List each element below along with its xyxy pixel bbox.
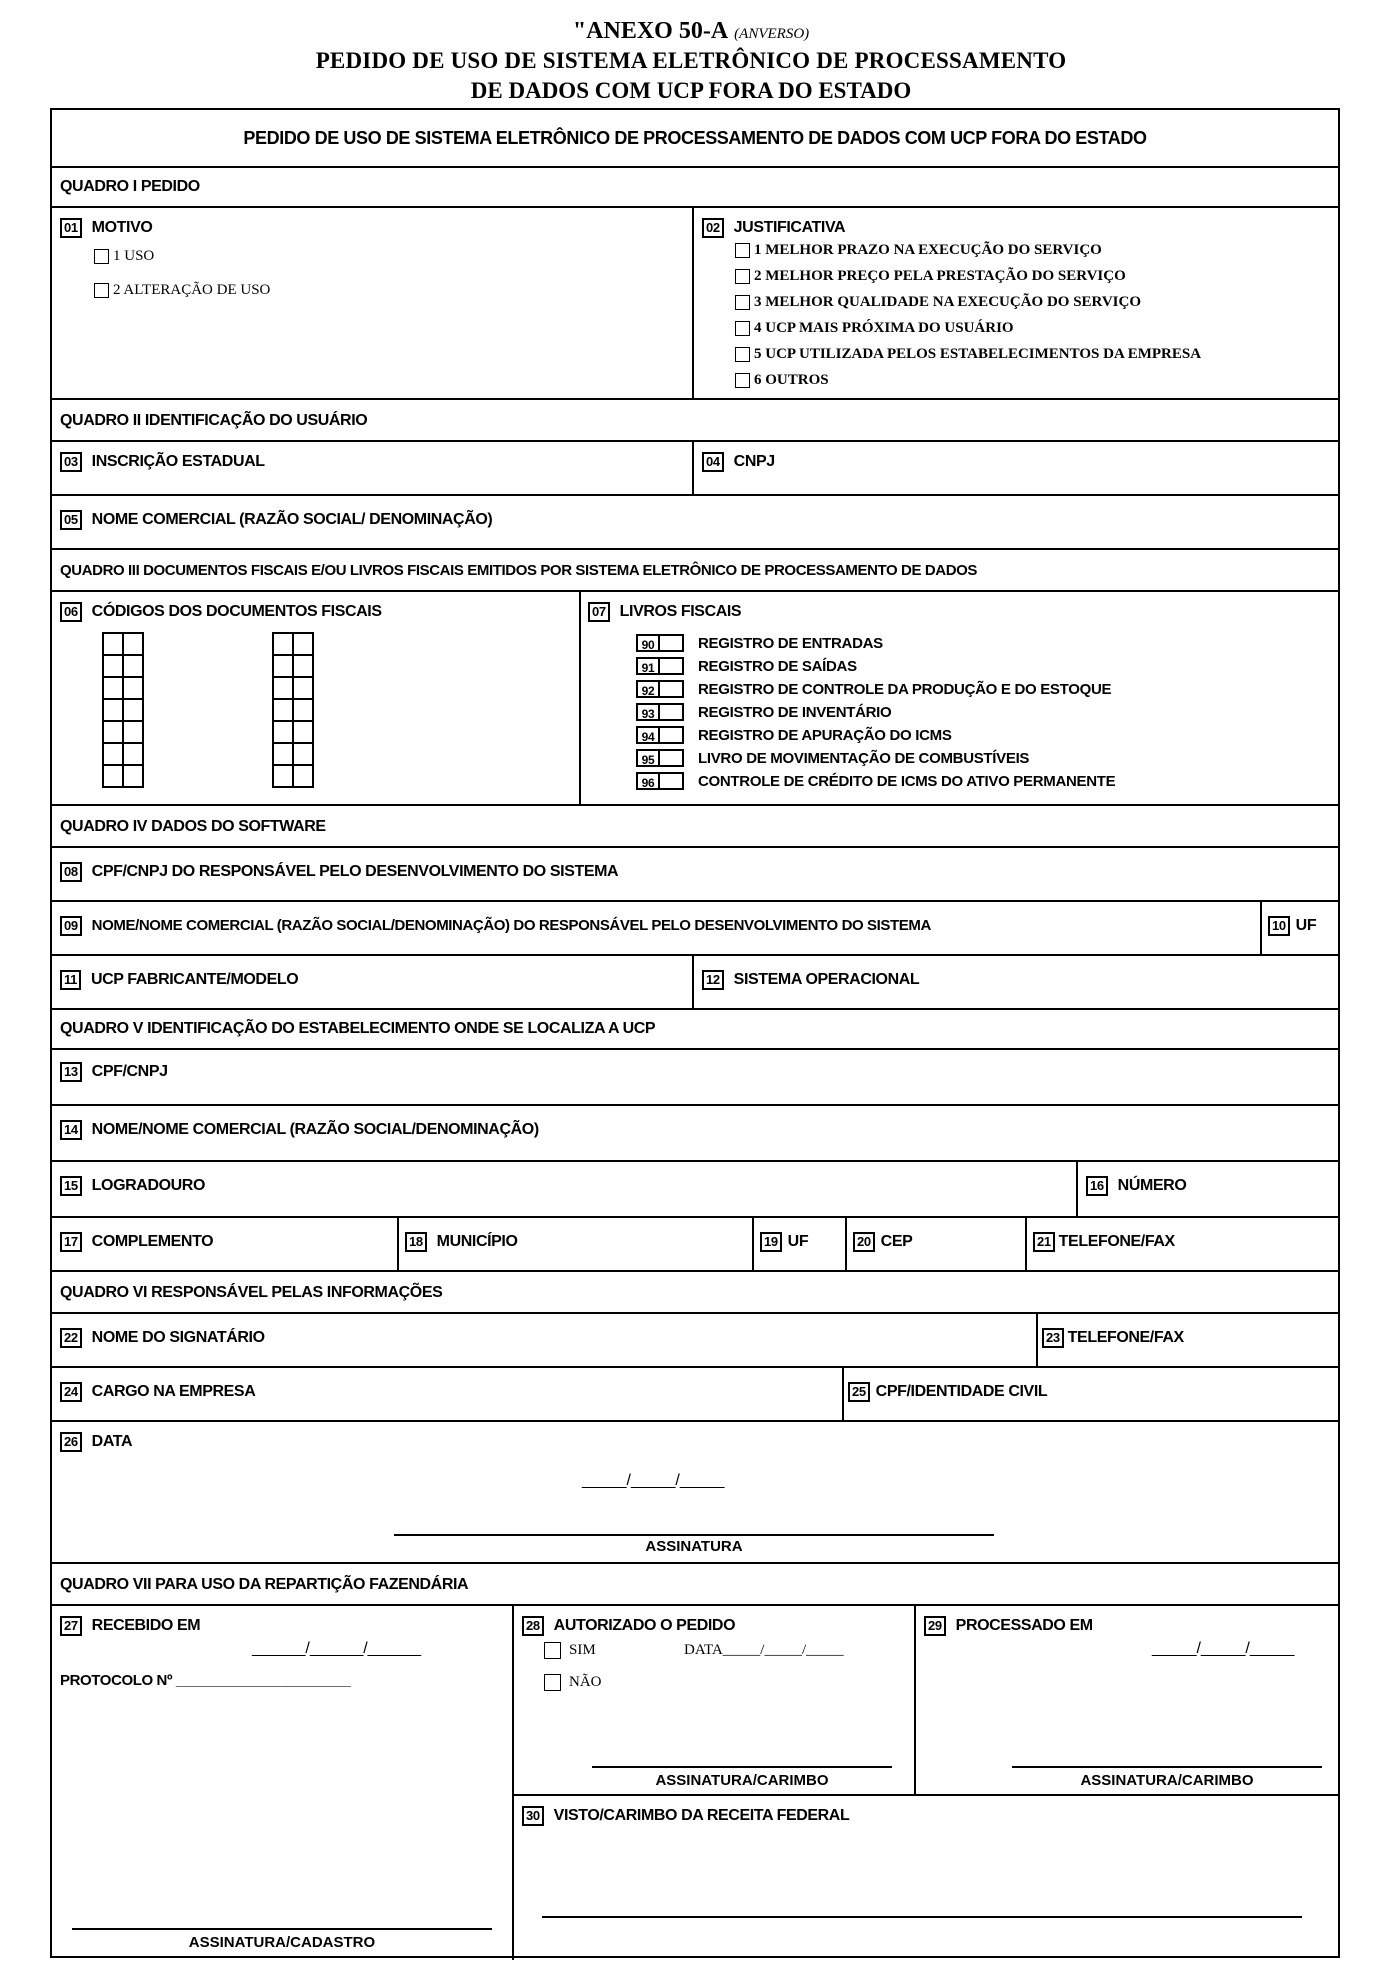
quadro-7-header bbox=[52, 1564, 1338, 1606]
field-14[interactable] bbox=[60, 1120, 539, 1140]
field-30-label: VISTO/CARIMBO DA RECEITA FEDERAL bbox=[553, 1807, 850, 1825]
field-12-number: 12 bbox=[702, 970, 724, 990]
authorized-date[interactable]: DATA_____/_____/_____ bbox=[684, 1642, 844, 1658]
field-03-number: 03 bbox=[60, 452, 82, 472]
field-28 bbox=[522, 1616, 735, 1636]
motivo-option-1[interactable]: 1 USO bbox=[94, 248, 154, 265]
field-20-number: 20 bbox=[853, 1232, 875, 1252]
checkbox[interactable] bbox=[660, 726, 684, 744]
quadro-4-row-b bbox=[52, 902, 1338, 956]
annex-title bbox=[0, 18, 1382, 45]
field-13[interactable] bbox=[60, 1062, 168, 1082]
field-16[interactable] bbox=[1086, 1176, 1186, 1196]
book-90[interactable]: 90 REGISTRO DE ENTRADAS bbox=[636, 632, 883, 654]
quadro-4-row-a bbox=[52, 848, 1338, 902]
justificativa-option-4[interactable]: 4 UCP MAIS PRÓXIMA DO USUÁRIO bbox=[735, 320, 1014, 337]
quadro-1-title: QUADRO I PEDIDO bbox=[60, 178, 200, 195]
signature-line[interactable] bbox=[1012, 1766, 1322, 1768]
field-24-number: 24 bbox=[60, 1382, 82, 1402]
book-94[interactable]: 94 REGISTRO DE APURAÇÃO DO ICMS bbox=[636, 724, 952, 746]
field-04-label: CNPJ bbox=[733, 453, 775, 471]
field-13-label: CPF/CNPJ bbox=[91, 1063, 168, 1081]
quadro-7-body bbox=[52, 1606, 1338, 1960]
quadro-3-title: QUADRO III DOCUMENTOS FISCAIS E/OU LIVROS FISCAIS EMITIDOS POR SISTEMA ELETRÔNICO DE PROCESSAMENTO DE DADOS bbox=[60, 562, 978, 579]
signature-line[interactable] bbox=[592, 1766, 892, 1768]
quadro-5-row-a bbox=[52, 1050, 1338, 1106]
checkbox[interactable] bbox=[544, 1642, 561, 1659]
field-03-label: INSCRIÇÃO ESTADUAL bbox=[91, 453, 265, 471]
authorized-no[interactable]: NÃO bbox=[544, 1674, 602, 1691]
field-10[interactable] bbox=[1268, 916, 1316, 936]
document-code-grid-2[interactable] bbox=[272, 632, 314, 788]
book-93[interactable]: 93 REGISTRO DE INVENTÁRIO bbox=[636, 701, 891, 723]
processed-date-blank[interactable]: _____/_____/_____ bbox=[1152, 1640, 1295, 1657]
field-10-label: UF bbox=[1295, 917, 1317, 935]
field-09-label: NOME/NOME COMERCIAL (RAZÃO SOCIAL/DENOMINAÇÃO) DO RESPONSÁVEL PELO DESENVOLVIMENTO DO SISTEMA bbox=[91, 916, 931, 934]
book-91[interactable]: 91 REGISTRO DE SAÍDAS bbox=[636, 655, 857, 677]
field-21[interactable] bbox=[1033, 1232, 1175, 1252]
field-21-label: TELEFONE/FAX bbox=[1058, 1233, 1175, 1251]
field-23[interactable] bbox=[1042, 1328, 1184, 1348]
field-11[interactable] bbox=[60, 970, 298, 990]
justificativa-option-1[interactable]: 1 MELHOR PRAZO NA EXECUÇÃO DO SERVIÇO bbox=[735, 242, 1102, 259]
field-06 bbox=[60, 602, 382, 622]
field-18-label: MUNICÍPIO bbox=[436, 1233, 518, 1251]
quadro-7-title: QUADRO VII PARA USO DA REPARTIÇÃO FAZENDÁRIA bbox=[60, 1576, 469, 1593]
checkbox[interactable] bbox=[660, 680, 684, 698]
field-22-number: 22 bbox=[60, 1328, 82, 1348]
field-25[interactable] bbox=[848, 1382, 1047, 1402]
field-02-number: 02 bbox=[702, 218, 724, 238]
field-23-number: 23 bbox=[1042, 1328, 1064, 1348]
field-17-label: COMPLEMENTO bbox=[91, 1233, 214, 1251]
field-26-label: DATA bbox=[91, 1433, 133, 1451]
field-27-number: 27 bbox=[60, 1616, 82, 1636]
quadro-5-row-c bbox=[52, 1162, 1338, 1218]
field-20-label: CEP bbox=[880, 1233, 913, 1251]
quadro-6-row-c bbox=[52, 1422, 1338, 1564]
quadro-2-header bbox=[52, 400, 1338, 442]
field-06-label: CÓDIGOS DOS DOCUMENTOS FISCAIS bbox=[91, 603, 382, 621]
field-15[interactable] bbox=[60, 1176, 205, 1196]
field-17-number: 17 bbox=[60, 1232, 82, 1252]
justificativa-option-6[interactable]: 6 OUTROS bbox=[735, 372, 829, 389]
field-11-number: 11 bbox=[60, 970, 81, 990]
checkbox[interactable] bbox=[660, 703, 684, 721]
quadro-5-header bbox=[52, 1010, 1338, 1050]
quadro-4-title: QUADRO IV DADOS DO SOFTWARE bbox=[60, 818, 326, 835]
form-heading-line1: PEDIDO DE USO DE SISTEMA ELETRÔNICO DE PROCESSAMENTO bbox=[315, 48, 1067, 73]
field-28-number: 28 bbox=[522, 1616, 544, 1636]
field-07 bbox=[588, 602, 741, 622]
book-95[interactable]: 95 LIVRO DE MOVIMENTAÇÃO DE COMBUSTÍVEIS bbox=[636, 747, 1029, 769]
field-03[interactable] bbox=[60, 452, 265, 472]
checkbox[interactable] bbox=[735, 321, 750, 336]
field-15-label: LOGRADOURO bbox=[91, 1177, 206, 1195]
quadro-3-body bbox=[52, 592, 1338, 806]
justificativa-option-2[interactable]: 2 MELHOR PREÇO PELA PRESTAÇÃO DO SERVIÇO bbox=[735, 268, 1126, 285]
field-01-label: MOTIVO bbox=[91, 219, 153, 237]
form-title-row bbox=[52, 110, 1338, 168]
checkbox[interactable] bbox=[735, 269, 750, 284]
quadro-6-title: QUADRO VI RESPONSÁVEL PELAS INFORMAÇÕES bbox=[60, 1284, 443, 1301]
field-29-label: PROCESSADO EM bbox=[955, 1617, 1093, 1635]
signature-line[interactable] bbox=[72, 1928, 492, 1930]
checkbox[interactable] bbox=[735, 373, 750, 388]
field-04[interactable] bbox=[702, 452, 775, 472]
checkbox[interactable] bbox=[660, 657, 684, 675]
field-29-signature-caption: ASSINATURA/CARIMBO bbox=[1080, 1772, 1254, 1789]
quadro-5-title: QUADRO V IDENTIFICAÇÃO DO ESTABELECIMENTO ONDE SE LOCALIZA A UCP bbox=[60, 1020, 656, 1037]
field-24-label: CARGO NA EMPRESA bbox=[91, 1383, 256, 1401]
field-16-label: NÚMERO bbox=[1117, 1177, 1187, 1195]
field-08-number: 08 bbox=[60, 862, 82, 882]
signature-line[interactable] bbox=[394, 1534, 994, 1536]
field-02-label: JUSTIFICATIVA bbox=[733, 219, 846, 237]
field-24[interactable] bbox=[60, 1382, 255, 1402]
quadro-2-title: QUADRO II IDENTIFICAÇÃO DO USUÁRIO bbox=[60, 412, 368, 429]
field-18[interactable] bbox=[405, 1232, 518, 1252]
field-25-label: CPF/IDENTIDADE CIVIL bbox=[875, 1383, 1048, 1401]
field-22-label: NOME DO SIGNATÁRIO bbox=[91, 1329, 265, 1347]
field-05-number: 05 bbox=[60, 510, 82, 530]
checkbox[interactable] bbox=[735, 243, 750, 258]
received-date-blank[interactable]: ______/______/______ bbox=[252, 1640, 422, 1657]
checkbox[interactable] bbox=[735, 295, 750, 310]
document-code-grid-1[interactable] bbox=[102, 632, 144, 788]
field-27 bbox=[60, 1616, 200, 1636]
field-04-number: 04 bbox=[702, 452, 724, 472]
field-26-number: 26 bbox=[60, 1432, 82, 1452]
checkbox[interactable] bbox=[94, 249, 109, 264]
field-28-label: AUTORIZADO O PEDIDO bbox=[553, 1617, 736, 1635]
protocol-field[interactable]: PROTOCOLO Nº ______________________ bbox=[60, 1672, 351, 1689]
quadro-1-header bbox=[52, 168, 1338, 208]
quadro-1-body bbox=[52, 208, 1338, 400]
form-heading-line2: DE DADOS COM UCP FORA DO ESTADO bbox=[470, 78, 912, 103]
field-07-label: LIVROS FISCAIS bbox=[619, 603, 742, 621]
checkbox[interactable] bbox=[660, 634, 684, 652]
field-01 bbox=[60, 218, 152, 238]
checkbox[interactable] bbox=[660, 772, 684, 790]
field-19[interactable] bbox=[760, 1232, 808, 1252]
field-28-signature-caption: ASSINATURA/CARIMBO bbox=[655, 1772, 829, 1789]
annex-side-note: (ANVERSO) bbox=[734, 26, 810, 42]
book-92[interactable]: 92 REGISTRO DE CONTROLE DA PRODUÇÃO E DO ESTOQUE bbox=[636, 678, 1111, 700]
quadro-2-row-a bbox=[52, 442, 1338, 496]
checkbox[interactable] bbox=[94, 283, 109, 298]
field-16-number: 16 bbox=[1086, 1176, 1108, 1196]
quadro-6-header bbox=[52, 1272, 1338, 1314]
quadro-4-row-c bbox=[52, 956, 1338, 1010]
field-12[interactable] bbox=[702, 970, 919, 990]
field-12-label: SISTEMA OPERACIONAL bbox=[733, 971, 920, 989]
field-30-number: 30 bbox=[522, 1806, 544, 1826]
book-96[interactable]: 96 CONTROLE DE CRÉDITO DE ICMS DO ATIVO PERMANENTE bbox=[636, 770, 1115, 792]
justificativa-option-3[interactable]: 3 MELHOR QUALIDADE NA EXECUÇÃO DO SERVIÇO bbox=[735, 294, 1141, 311]
quadro-6-row-a bbox=[52, 1314, 1338, 1368]
field-09[interactable] bbox=[60, 916, 931, 936]
field-25-number: 25 bbox=[848, 1382, 870, 1402]
request-form bbox=[50, 108, 1340, 1958]
quadro-2-row-b bbox=[52, 496, 1338, 550]
field-30 bbox=[522, 1806, 849, 1826]
field-22[interactable] bbox=[60, 1328, 265, 1348]
field-27-signature-caption: ASSINATURA/CADASTRO bbox=[188, 1934, 376, 1951]
signature-line[interactable] bbox=[542, 1916, 1302, 1918]
field-05-label: NOME COMERCIAL (RAZÃO SOCIAL/ DENOMINAÇÃO) bbox=[91, 511, 493, 529]
checkbox[interactable] bbox=[544, 1674, 561, 1691]
field-20[interactable] bbox=[853, 1232, 912, 1252]
field-18-number: 18 bbox=[405, 1232, 427, 1252]
field-01-number: 01 bbox=[60, 218, 82, 238]
field-29-number: 29 bbox=[924, 1616, 946, 1636]
field-10-number: 10 bbox=[1268, 916, 1290, 936]
field-08[interactable] bbox=[60, 862, 618, 882]
field-29 bbox=[924, 1616, 1093, 1636]
field-17[interactable] bbox=[60, 1232, 213, 1252]
checkbox[interactable] bbox=[735, 347, 750, 362]
date-blank[interactable]: _____/_____/_____ bbox=[582, 1472, 725, 1489]
motivo-option-2[interactable]: 2 ALTERAÇÃO DE USO bbox=[94, 282, 270, 299]
quadro-4-header bbox=[52, 806, 1338, 848]
field-14-number: 14 bbox=[60, 1120, 82, 1140]
field-13-number: 13 bbox=[60, 1062, 82, 1082]
field-05[interactable] bbox=[60, 510, 492, 530]
quadro-6-row-b bbox=[52, 1368, 1338, 1422]
field-06-number: 06 bbox=[60, 602, 82, 622]
quadro-5-row-b bbox=[52, 1106, 1338, 1162]
field-23-label: TELEFONE/FAX bbox=[1067, 1329, 1184, 1347]
quadro-5-row-d bbox=[52, 1218, 1338, 1272]
quadro-3-header bbox=[52, 550, 1338, 592]
field-26 bbox=[60, 1432, 132, 1452]
field-02 bbox=[702, 218, 845, 238]
field-19-number: 19 bbox=[760, 1232, 782, 1252]
field-21-number: 21 bbox=[1033, 1232, 1055, 1252]
annex-number: "ANEXO 50-A bbox=[572, 18, 729, 44]
field-19-label: UF bbox=[787, 1233, 809, 1251]
field-08-label: CPF/CNPJ DO RESPONSÁVEL PELO DESENVOLVIMENTO DO SISTEMA bbox=[91, 863, 619, 881]
field-27-label: RECEBIDO EM bbox=[91, 1617, 201, 1635]
field-14-label: NOME/NOME COMERCIAL (RAZÃO SOCIAL/DENOMINAÇÃO) bbox=[91, 1121, 539, 1139]
field-09-number: 09 bbox=[60, 916, 82, 936]
justificativa-option-5[interactable]: 5 UCP UTILIZADA PELOS ESTABELECIMENTOS DA EMPRESA bbox=[735, 346, 1201, 363]
field-15-number: 15 bbox=[60, 1176, 82, 1196]
signature-caption: ASSINATURA bbox=[645, 1538, 743, 1555]
form-title: PEDIDO DE USO DE SISTEMA ELETRÔNICO DE PROCESSAMENTO DE DADOS COM UCP FORA DO ESTADO bbox=[243, 128, 1147, 148]
checkbox[interactable] bbox=[660, 749, 684, 767]
authorized-yes[interactable]: SIM bbox=[544, 1642, 596, 1659]
field-11-label: UCP FABRICANTE/MODELO bbox=[90, 971, 299, 989]
field-07-number: 07 bbox=[588, 602, 610, 622]
